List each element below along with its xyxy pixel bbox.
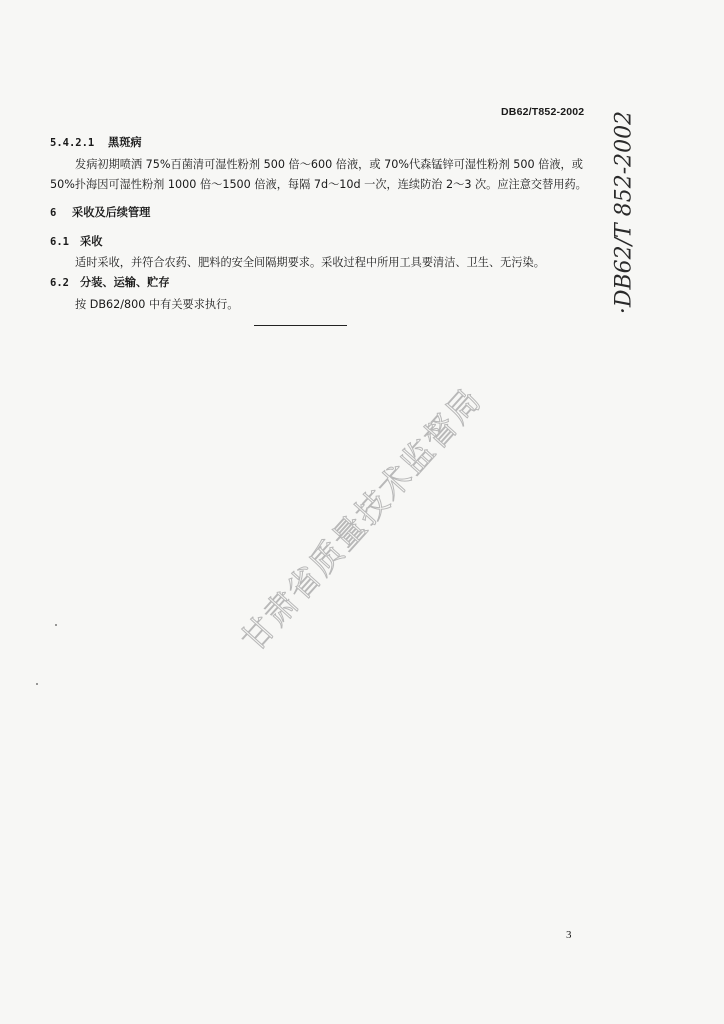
watermark: 甘肃省质量技术监督局 [233,380,490,659]
section-title: 采收 [80,235,103,248]
section-number: 6.1 [50,236,69,248]
end-rule [254,325,347,326]
paragraph-line: 按 DB62/800 中有关要求执行。 [75,298,239,311]
section-number: 5.4.2.1 [50,137,95,149]
section-5-4-2-1-heading [50,136,142,150]
paragraph-line: 50%扑海因可湿性粉剂 1000 倍～1500 倍液，每隔 7d～10d 一次，连续防治 2～3 次。应注意交替用药。 [50,178,587,191]
section-6-1-heading [50,235,102,249]
section-number: 6 [50,207,57,219]
handwritten-annotation: ·DB62/T 852-2002 [611,110,637,315]
section-title: 采收及后续管理 [72,206,151,219]
section-title: 黑斑病 [108,136,142,149]
scan-speck [55,624,57,626]
section-number: 6.2 [50,277,69,289]
page-number: 3 [566,929,572,941]
scan-speck [36,683,38,685]
section-title: 分装、运输、贮存 [80,276,170,289]
paragraph-line: 适时采收，并符合农药、肥料的安全间隔期要求。采收过程中所用工具要清洁、卫生、无污染。 [75,256,545,269]
paragraph-line: 发病初期喷洒 75%百菌清可湿性粉剂 500 倍～600 倍液，或 70%代森锰锌可湿性粉剂 500 倍液，或 [75,158,583,171]
section-6-heading [50,206,150,220]
document-code: DB62/T852-2002 [501,106,585,118]
section-6-2-heading [50,276,170,290]
